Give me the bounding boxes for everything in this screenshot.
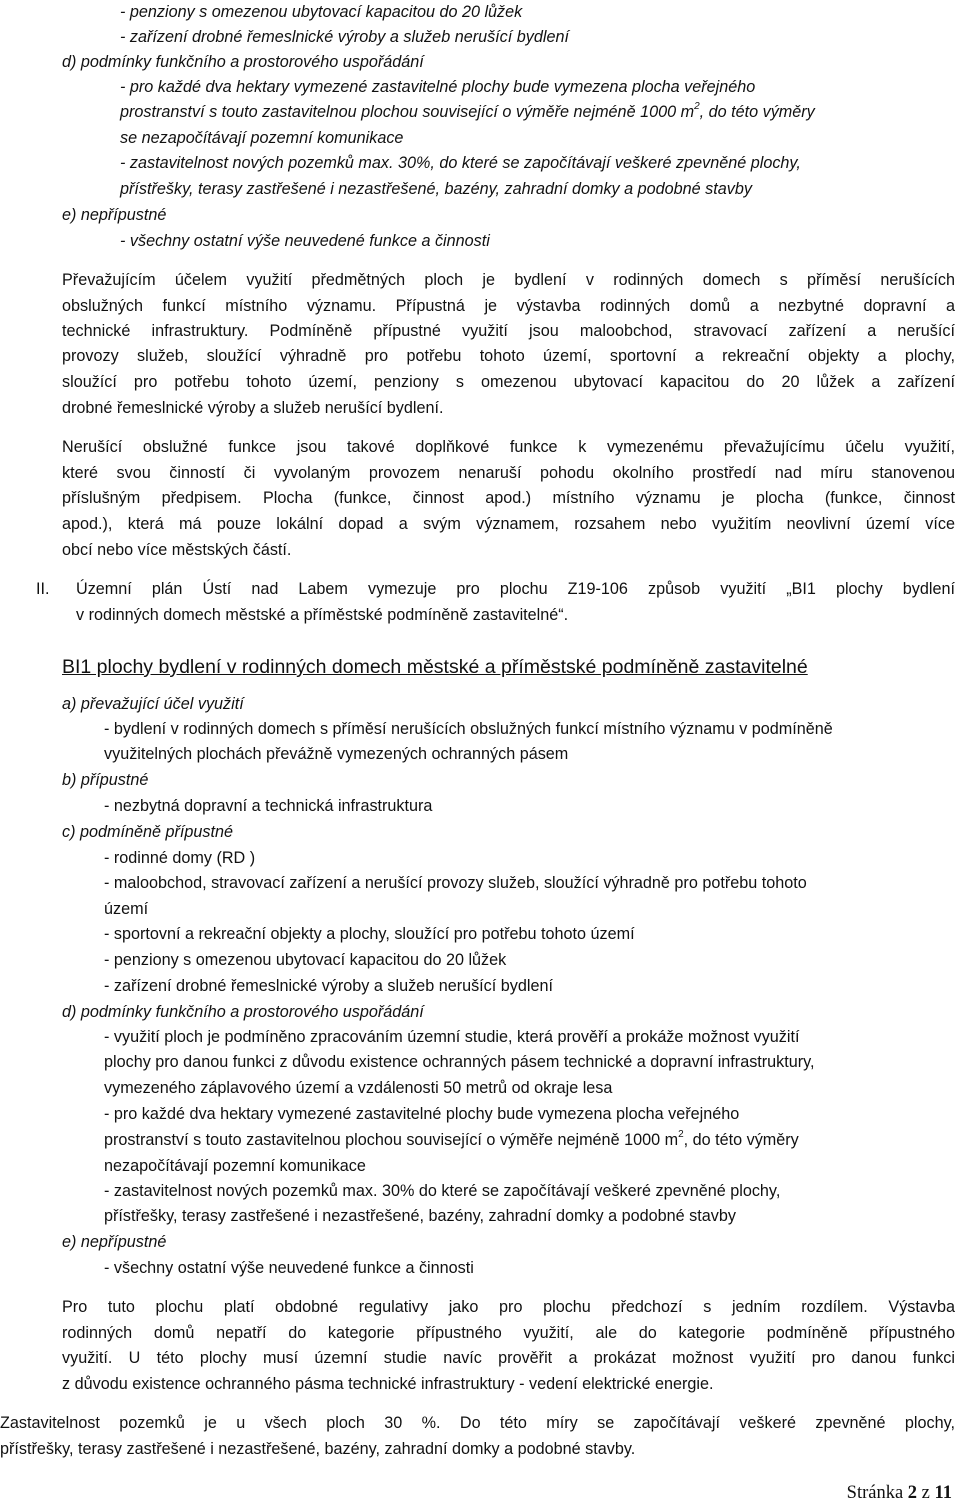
list-label: e) nepřípustné	[62, 206, 167, 224]
list-label: d) podmínky funkčního a prostorového uspořádání	[62, 1003, 424, 1021]
list-item: přístřešky, terasy zastřešené i nezastřešené, bazény, zahradní domky a podobné stavby	[104, 1207, 736, 1225]
list-label: e) nepřípustné	[62, 1233, 167, 1251]
list-item: - všechny ostatní výše neuvedené funkce a činnosti	[120, 232, 490, 250]
bi1-heading: BI1 plochy bydlení v rodinných domech městské a příměstské podmíněně zastavitelné	[62, 656, 808, 678]
section-line: Územní plán Ústí nad Labem vymezuje pro plochu Z19-106 způsob využití „BI1 plochy bydlení	[76, 580, 955, 598]
page-of: z	[921, 1483, 930, 1503]
paragraph-line: drobné řemeslnické výroby a služeb nerušící bydlení.	[62, 399, 444, 417]
list-item: - všechny ostatní výše neuvedené funkce a činnosti	[104, 1259, 474, 1277]
paragraph-line: přístřešky, terasy zastřešené i nezastřešené, bazény, zahradní domky a podobné stavby.	[0, 1440, 636, 1458]
list-item: - maloobchod, stravovací zařízení a nerušící provozy služeb, sloužící výhradně pro potřebu tohoto	[104, 874, 807, 892]
current-page: 2	[907, 1483, 918, 1503]
list-item: nezapočítávají pozemní komunikace	[104, 1157, 366, 1175]
list-label: b) přípustné	[62, 771, 149, 789]
list-item: - využití ploch je podmíněno zpracováním územní studie, která prověří a prokáže možnost využití	[104, 1028, 800, 1046]
list-item: - zastavitelnost nových pozemků max. 30% do které se započítávají veškeré zpevněné plochy,	[104, 1182, 781, 1200]
paragraph-line: příslušným předpisem. Plocha (funkce, činnost apod.) místního významu je plocha (funkce, činnost	[62, 489, 955, 507]
paragraph-line: Nerušící obslužné funkce jsou takové doplňkové funkce k vymezenému převažujícímu účelu využití,	[62, 438, 955, 456]
paragraph-line: Převažujícím účelem využití předmětných ploch je bydlení v rodinných domech s příměsí nerušících	[62, 271, 955, 289]
list-item: plochy pro danou funkci z důvodu existence ochranných pásem technické a dopravní infrastruktury,	[104, 1053, 815, 1071]
list-item: prostranství s touto zastavitelnou plochou související o výměře nejméně 1000 $m^2$, do této výměry	[104, 1128, 799, 1149]
list-item: přístřešky, terasy zastřešené i nezastřešené, bazény, zahradní domky a podobné stavby	[120, 180, 752, 198]
paragraph-line: sloužící pro potřebu tohoto území, penziony s omezenou ubytovací kapacitou do 20 lůžek a zařízení	[62, 373, 955, 391]
paragraph-line: obslužných funkcí místního významu. Přípustná je výstavba rodinných domů a nezbytné dopravní a	[62, 297, 955, 315]
list-item: - pro každé dva hektary vymezené zastavitelné plochy bude vymezena plocha veřejného	[104, 1105, 740, 1123]
page-number	[847, 1483, 952, 1503]
list-item: - rodinné domy (RD )	[104, 849, 256, 867]
list-item: - zařízení drobné řemeslnické výroby a služeb nerušící bydlení	[104, 977, 553, 995]
paragraph-line: které svou činností či vyvolaným provozem nenaruší pohodu okolního prostředí nad míru stanovenou	[62, 464, 955, 482]
list-item: - penziony s omezenou ubytovací kapacitou do 20 lůžek	[104, 951, 507, 969]
list-item: území	[104, 900, 149, 918]
total-pages: 11	[934, 1483, 952, 1503]
list-item: - penziony s omezenou ubytovací kapacitou do 20 lůžek	[120, 3, 523, 21]
list-item: využitelných plochách převážně vymezených ochranných pásem	[104, 745, 569, 763]
list-label: a) převažující účel využití	[62, 695, 244, 713]
list-item: - bydlení v rodinných domech s příměsí nerušících obslužných funkcí místního významu v podmíněně	[104, 720, 833, 738]
section-line: v rodinných domech městské a příměstské podmíněně zastavitelné“.	[76, 606, 569, 624]
paragraph-line: obcí nebo více městských částí.	[62, 541, 292, 559]
paragraph-line: rodinných domů nepatří do kategorie přípustného využití, ale do kategorie podmíněně přípustného	[62, 1324, 955, 1342]
list-item: prostranství s touto zastavitelnou plochou související o výměře nejméně 1000 $m^2$, do této výměry	[120, 100, 815, 121]
list-item: - nezbytná dopravní a technická infrastruktura	[104, 797, 433, 815]
list-item: - sportovní a rekreační objekty a plochy, sloužící pro potřebu tohoto území	[104, 925, 635, 943]
paragraph-line: apod.), která má pouze lokální dopad a svým významem, rozsahem nebo využitím neovlivní území více	[62, 515, 955, 533]
paragraph-line: z důvodu existence ochranného pásma technické infrastruktury - vedení elektrické energie.	[62, 1375, 714, 1393]
list-item: vymezeného záplavového území a vzdálenosti 50 metrů od okraje lesa	[104, 1079, 613, 1097]
list-item: - zastavitelnost nových pozemků max. 30%, do které se započítávají veškeré zpevněné plochy,	[120, 154, 801, 172]
list-item: se nezapočítávají pozemní komunikace	[120, 129, 404, 147]
section-numeral: II.	[36, 580, 50, 598]
paragraph-line: Zastavitelnost pozemků je u všech ploch 30 %. Do této míry se započítávají veškeré zpevněné plochy,	[0, 1414, 955, 1432]
list-item: - zařízení drobné řemeslnické výroby a služeb nerušící bydlení	[120, 28, 569, 46]
paragraph-line: Pro tuto plochu platí obdobné regulativy jako pro plochu předchozí s jedním rozdílem. Výstavba	[62, 1298, 955, 1316]
list-label: d) podmínky funkčního a prostorového uspořádání	[62, 53, 424, 71]
paragraph-line: využití. U této plochy musí územní studie navíc prověřit a prokázat možnost využití pro danou funkci	[62, 1349, 955, 1367]
list-item: - pro každé dva hektary vymezené zastavitelné plochy bude vymezena plocha veřejného	[120, 78, 756, 96]
paragraph-line: provozy služeb, sloužící výhradně pro potřebu tohoto území, sportovní a rekreační objekty a plochy,	[62, 347, 955, 365]
paragraph-line: technické infrastruktury. Podmíněně přípustné využití jsou maloobchod, stravovací zařízení a nerušící	[62, 322, 955, 340]
list-label: c) podmíněně přípustné	[62, 823, 233, 841]
page-word: Stránka	[846, 1483, 904, 1503]
